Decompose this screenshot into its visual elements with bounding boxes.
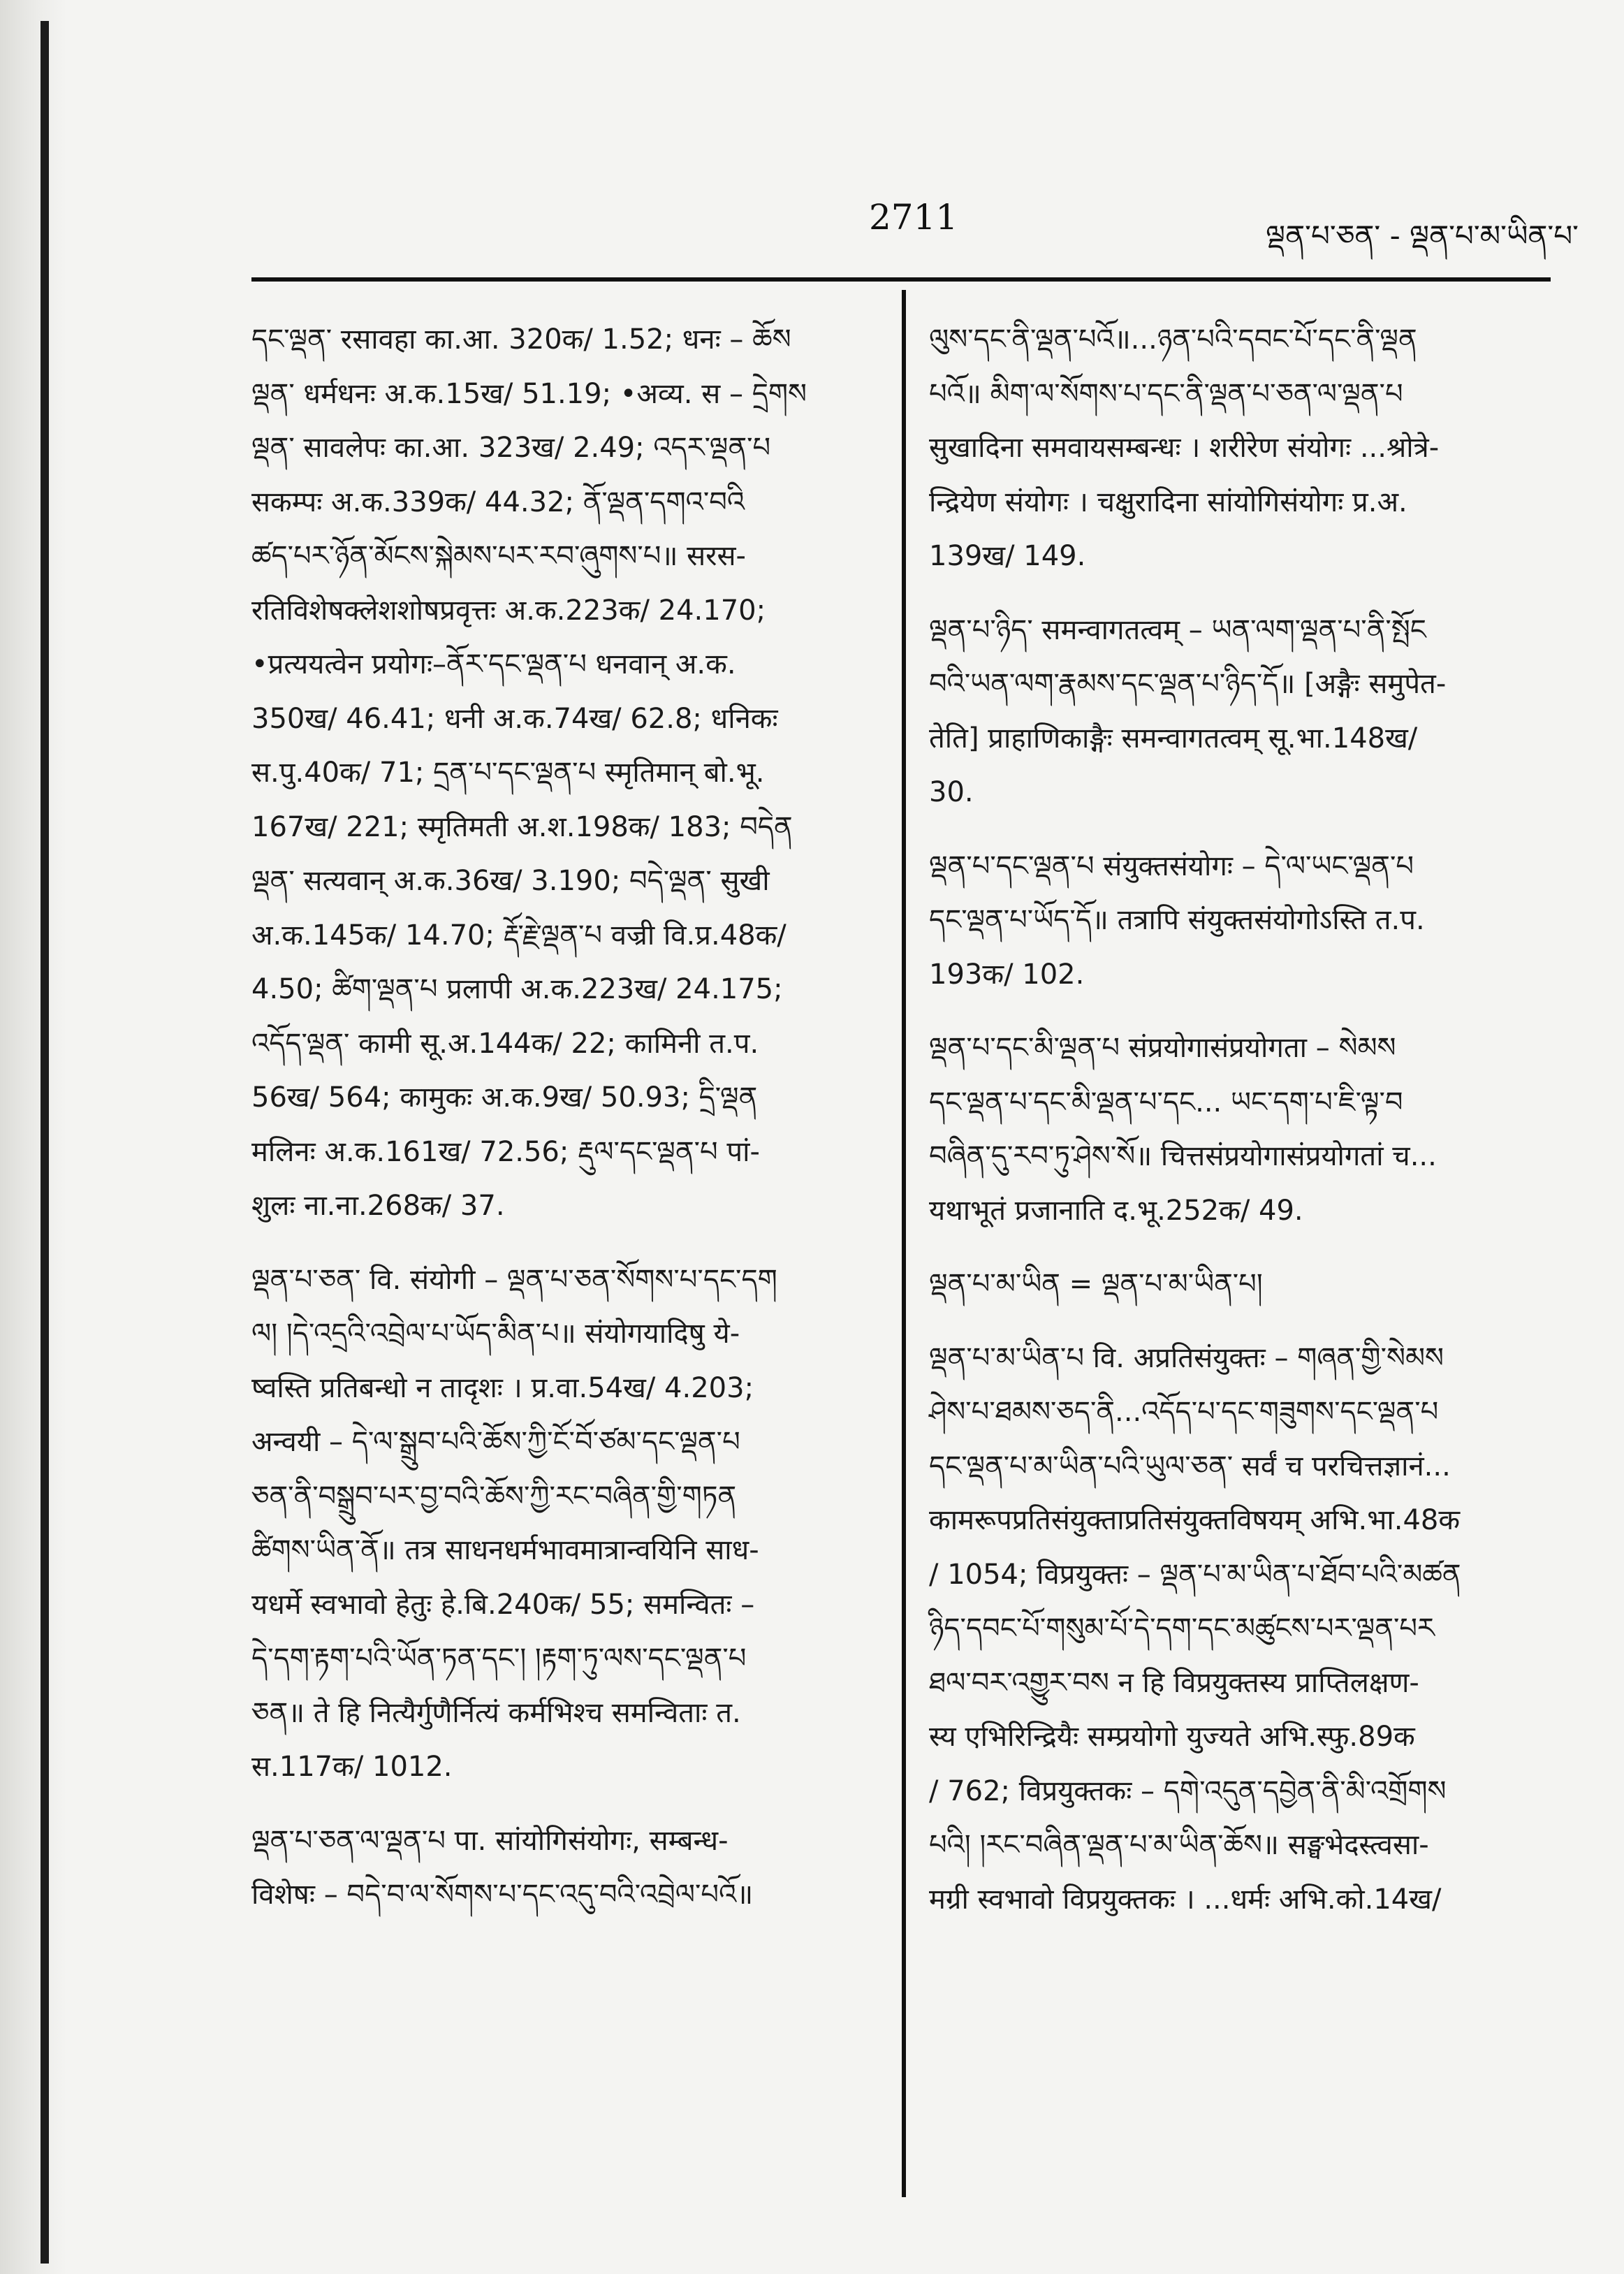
entry-line: स.पु.40क/ 71; དྲན་པ་དང་ལྡན་པ स्मृतिमान् बो.भू. [251, 757, 765, 789]
entry-line: यथाभूतं प्रजानाति द.भू.252क/ 49. [929, 1194, 1303, 1227]
entry-text [929, 313, 1551, 584]
right-column [929, 313, 1551, 1946]
entry-line: स.117क/ 1012. [251, 1751, 453, 1783]
entry-line: •प्रत्ययत्वेन प्रयोगः–ནོར་དང་ལྡན་པ धनवान् अ.क. [251, 648, 736, 680]
entry-line: 56ख/ 564; कामुकः अ.क.9ख/ 50.93; དྲི་ལྡན [251, 1081, 758, 1114]
entry-text [929, 1021, 1551, 1238]
entry-text [929, 840, 1551, 1003]
dictionary-entry [251, 1814, 873, 1923]
scan-edge [0, 0, 67, 2274]
entry-line: 30. [929, 776, 974, 808]
entry-line: ལྡན་པ་དང་མི་ལྡན་པ संप्रयोगासंप्रयोगता – སེམས [929, 1032, 1396, 1064]
entry-line: ཅན་ནི་བསྒྲུབ་པར་བྱ་བའི་ཆོས་ཀྱི་རང་བཞིན་གྱི་གཏན [251, 1480, 737, 1513]
entry-line: དེ་དག་རྟག་པའི་ཡོན་ཏན་དང་། །རྟག་ཏུ་ལས་དང་ལྡན་པ [251, 1642, 747, 1675]
entry-line: मग्री स्वभावो विप्रयुक्तकः । ...धर्मः अभि.को.14ख/ [929, 1883, 1442, 1916]
entry-line: यधर्मे स्वभावो हेतुः हे.बि.240क/ 55; समन्वितः – [251, 1588, 755, 1621]
entry-text [929, 604, 1551, 820]
entry-line: པའོ॥ མིག་ལ་སོགས་པ་དང་ནི་ལྡན་པ་ཅན་ལ་ལྡན་པ [929, 377, 1403, 410]
dictionary-entry [929, 1332, 1551, 1927]
running-head: ལྡན་པ་ཅན་ - ལྡན་པ་མ་ཡིན་པ་ [1266, 219, 1579, 253]
entry-text [929, 1258, 1551, 1312]
entry-line: དང་ལྡན་ रसावहा का.आ. 320क/ 1.52; धनः – ཆོས [251, 323, 791, 356]
entry-line: विशेषः – བདེ་བ་ལ་སོགས་པ་དང་འདུ་བའི་འབྲེལ་པའོ॥ [251, 1879, 754, 1911]
page-number: 2711 [869, 197, 958, 238]
entry-line: ལྡན་པ་མ་ཡིན = ལྡན་པ་མ་ཡིན་པ། [929, 1268, 1263, 1300]
entry-line: अ.क.145क/ 14.70; རྡོ་རྗེ་ལྡན་པ वज्री वि.प्र.48क/ [251, 919, 787, 952]
entry-line: 167ख/ 221; स्मृतिमती अ.श.198क/ 183; བདེན [251, 810, 793, 843]
dictionary-entry [929, 1258, 1551, 1312]
column-divider [902, 290, 906, 2197]
entry-line: ष्वस्ति प्रतिबन्धो न तादृशः । प्र.वा.54ख/ 4.203; [251, 1371, 754, 1404]
entry-line: ཐལ་བར་འགྱུར་བས न हि विप्रयुक्तस्य प्राप्तिलक्षण- [929, 1666, 1419, 1699]
entry-line: ཚད་པར་ཉོན་མོངས་སྐེམས་པར་རབ་ཞུགས་པ॥ सरस- [251, 540, 746, 572]
entry-line: 193क/ 102. [929, 958, 1085, 991]
entry-line: བའི་ཡན་ལག་རྣམས་དང་ལྡན་པ་ཉིད་དོ॥ [अङ्गैः समुपेत- [929, 668, 1447, 700]
entry-line: ལུས་དང་ནི་ལྡན་པའོ॥...ཉན་པའི་དབང་པོ་དང་ནི་ལྡན [929, 323, 1417, 356]
entry-line: सुखादिना समवायसम्बन्धः । शरीरेण संयोगः ...श्रोत्रे- [929, 432, 1440, 464]
entry-line: ལྡན་པ་མ་ཡིན་པ वि. अप्रतिसंयुक्तः – གཞན་གྱི་སེམས [929, 1341, 1444, 1374]
entry-line: ལྡན་ सावलेपः का.आ. 323ख/ 2.49; འདར་ལྡན་པ [251, 432, 771, 464]
dictionary-entry [929, 313, 1551, 584]
entry-line: ཤེས་པ་ཐམས་ཅད་ནི...འདོད་པ་དང་གཟུགས་དང་ལྡན་པ [929, 1396, 1439, 1428]
entry-line: ཅན॥ ते हि नित्यैर्गुणैर्नित्यं कर्मभिश्च समन्विताः त. [251, 1696, 741, 1729]
entry-line: ལྡན་པ་དང་ལྡན་པ संयुक्तसंयोगः – དེ་ལ་ཡང་ལྡན་པ [929, 850, 1414, 882]
entry-line: मलिनः अ.क.161ख/ 72.56; རྡུལ་དང་ལྡན་པ पां- [251, 1135, 760, 1168]
entry-line: ཉིད་དབང་པོ་གསུམ་པོ་དེ་དག་དང་མཚུངས་པར་ལྡན་པར [929, 1612, 1435, 1645]
entry-line: 139ख/ 149. [929, 540, 1086, 572]
entry-line: ཚིགས་ཡིན་ནོ॥ तत्र साधनधर्मभावमात्रान्वयिनि साध- [251, 1534, 759, 1566]
entry-line: कामरूपप्रतिसंयुक्ताप्रतिसंयुक्तविषयम् अभि.भा.48क [929, 1504, 1461, 1536]
entry-line: ལྡན་ सत्यवान् अ.क.36ख/ 3.190; བདེ་ལྡན་ सुखी [251, 865, 770, 897]
entry-line: ལྡན་པ་ཉིད་ समन्वागतत्वम् – ཡན་ལག་ལྡན་པ་ནི་སྤོང [929, 613, 1426, 646]
entry-line: अन्वयी – དེ་ལ་སྒྲུབ་པའི་ཆོས་ཀྱི་ངོ་བོ་ཙམ་དང་ལྡན་པ [251, 1426, 740, 1458]
dictionary-entry [251, 1253, 873, 1795]
entry-line: / 762; विप्रयुक्तकः – དགེ་འདུན་དབྱེན་ནི་མི་འགྲོགས [929, 1774, 1447, 1807]
entry-line: रतिविशेषक्लेशशोषप्रवृत्तः अ.क.223क/ 24.170; [251, 594, 766, 627]
entry-text [251, 313, 873, 1234]
entry-text [251, 1814, 873, 1923]
entry-line: ལྡན་ धर्मधनः अ.क.15ख/ 51.19; •अव्य. स – དྲེགས [251, 377, 807, 410]
entry-line: དང་ལྡན་པ་ཡོད་དོ॥ तत्रापि संयुक्तसंयोगोऽस्ति त.प. [929, 904, 1425, 936]
entry-line: དང་ལྡན་པ་དང་མི་ལྡན་པ་དང... ཡང་དག་པ་ཇི་ལྟ་བ [929, 1086, 1403, 1118]
entry-text [251, 1253, 873, 1795]
entry-line: ལྡན་པ་ཅན་ वि. संयोगी – ལྡན་པ་ཅན་སོགས་པ་དང་དག [251, 1263, 777, 1296]
entry-line: 4.50; ཚིག་ལྡན་པ प्रलापी अ.क.223ख/ 24.175; [251, 973, 783, 1005]
entry-line: तेति] प्राहाणिकाङ्गैः समन्वागतत्वम् सू.भा.148ख/ [929, 722, 1418, 755]
entry-line: ལྡན་པ་ཅན་ལ་ལྡན་པ पा. सांयोगिसंयोगः, सम्बन्ध- [251, 1824, 729, 1857]
entry-line: / 1054; विप्रयुक्तः – ལྡན་པ་མ་ཡིན་པ་ཐོབ་པའི་མཚན [929, 1558, 1461, 1591]
dictionary-entry [929, 840, 1551, 1003]
entry-line: सकम्पः अ.क.339क/ 44.32; ནོ་ལྡན་དགའ་བའི [251, 486, 745, 518]
entry-line: འདོད་ལྡན་ कामी सू.अ.144क/ 22; कामिनी त.प. [251, 1027, 759, 1060]
entry-line: དང་ལྡན་པ་མ་ཡིན་པའི་ཡུལ་ཅན་ सर्वं च परचित्तज्ञानं... [929, 1450, 1451, 1482]
entry-line: शुलः ना.ना.268क/ 37. [251, 1190, 505, 1222]
entry-line: བཞིན་དུ་རབ་ཏུ་ཤེས་སོ॥ चित्तसंप्रयोगासंप्रयोगतां च... [929, 1140, 1437, 1172]
entry-line: པའི། །རང་བཞིན་ལྡན་པ་མ་ཡིན་ཆོས॥ सङ्घभेदस्त्वसा- [929, 1829, 1429, 1861]
left-column [251, 313, 873, 1942]
header-rule [251, 277, 1551, 282]
binding-edge-line [41, 21, 49, 2264]
entry-line: 350ख/ 46.41; धनी अ.क.74ख/ 62.8; धनिकः [251, 702, 778, 735]
entry-line: स्य एभिरिन्द्रियैः सम्प्रयोगो युज्यते अभि.स्फु.89क [929, 1721, 1415, 1753]
dictionary-entry [929, 604, 1551, 820]
entry-line: ལ། །དེ་འདྲའི་འབྲེལ་པ་ཡོད་མིན་པ॥ संयोगयादिषु ये- [251, 1318, 740, 1350]
entry-text [929, 1332, 1551, 1927]
dictionary-entry [929, 1021, 1551, 1238]
dictionary-entry [251, 313, 873, 1234]
entry-line: न्द्रियेण संयोगः । चक्षुरादिना सांयोगिसंयोगः प्र.अ. [929, 486, 1407, 518]
